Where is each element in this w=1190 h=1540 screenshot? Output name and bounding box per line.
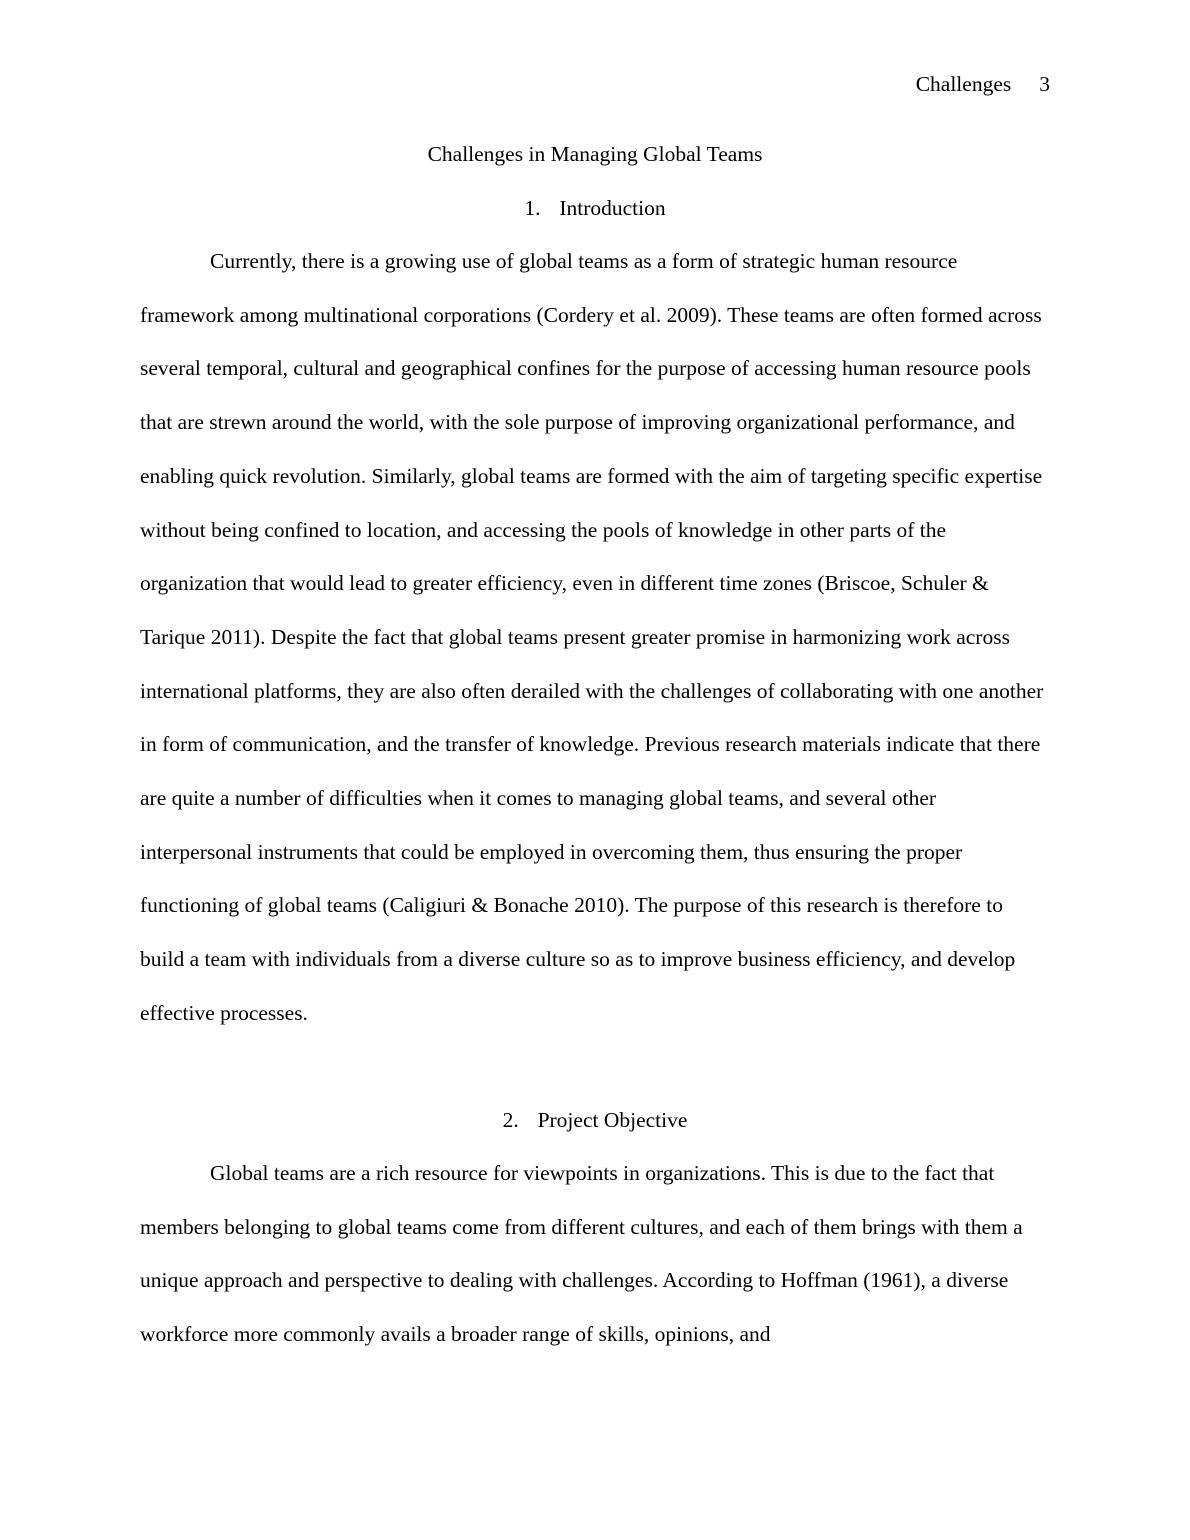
page-number: 3: [1039, 72, 1050, 96]
section-heading-text: Introduction: [559, 196, 666, 220]
running-head-title: Challenges: [915, 72, 1012, 96]
project-objective-paragraph: Global teams are a rich resource for viewpoints in organizations. This is due to the fact that members belonging to global teams come from different cultures, and each of them brings with them a unique approach and perspective to dealing with challenges. According to Hoffman (1961), a diverse workforce more commonly avails a broader range of skills, opinions, and: [140, 1161, 1023, 1347]
section-heading-text: Project Objective: [537, 1108, 688, 1132]
section-number: 2.: [502, 1108, 519, 1132]
running-head: [916, 70, 1050, 98]
section-number: 1.: [524, 196, 541, 220]
section-heading-project-objective: [0, 1106, 1190, 1134]
section-heading-introduction: [0, 194, 1190, 222]
document-title: Challenges in Managing Global Teams: [427, 142, 763, 166]
introduction-paragraph: Currently, there is a growing use of global teams as a form of strategic human resource framework among multinational corporations (Cordery et al. 2009). These teams are often formed across several temporal, cultural and geographical confines for the purpose of accessing human resource pools that are strewn around the world, with the sole purpose of improving organizational performance, and enabling quick revolution. Similarly, global teams are formed with the aim of targeting specific expertise without being confined to location, and accessing the pools of knowledge in other parts of the organization that would lead to greater efficiency, even in different time zones (Briscoe, Schuler & Tarique 2011). Despite the fact that global teams present greater promise in harmonizing work across international platforms, they are also often derailed with the challenges of collaborating with one another in form of communication, and the transfer of knowledge. Previous research materials indicate that there are quite a number of difficulties when it comes to managing global teams, and several other interpersonal instruments that could be employed in overcoming them, thus ensuring the proper functioning of global teams (Caligiuri & Bonache 2010). The purpose of this research is therefore to build a team with individuals from a diverse culture so as to improve business efficiency, and develop effective processes.: [140, 249, 1044, 1025]
